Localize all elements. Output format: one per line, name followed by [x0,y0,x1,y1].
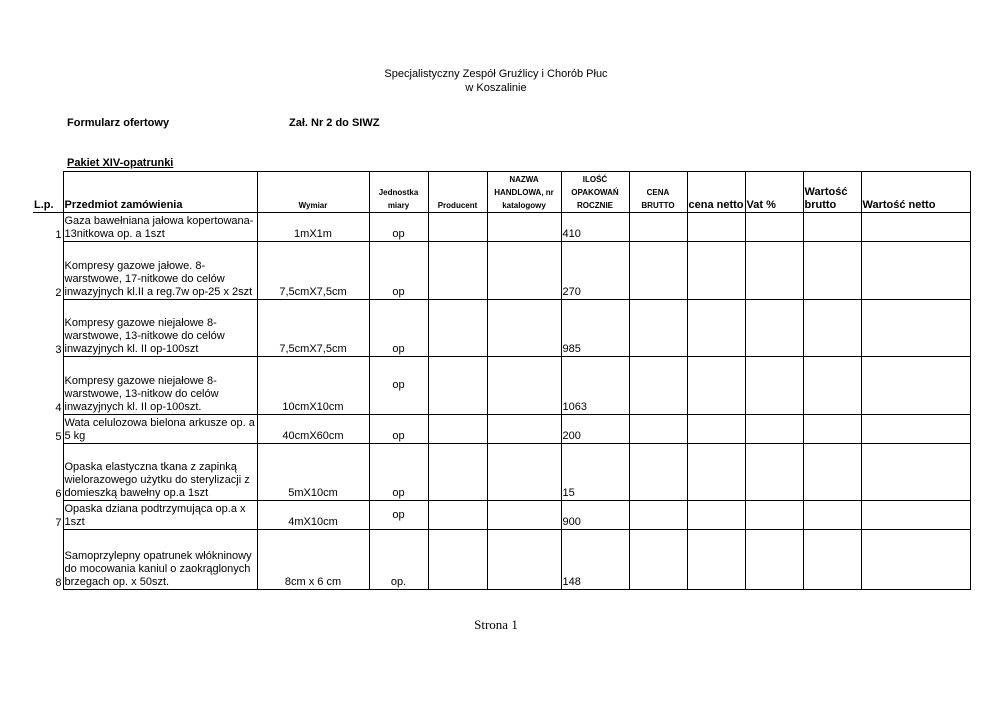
table-row [33,300,970,357]
row-net-value [861,530,970,590]
row-gross-value [803,213,861,242]
row-gross-price [629,300,687,357]
row-size: 8cm x 6 cm [257,530,369,590]
row-producer [428,242,487,300]
row-producer [428,444,487,501]
row-vat [745,213,803,242]
row-net-value [861,300,970,357]
col-header-gross-price: CENA BRUTTO [629,172,687,213]
row-qty: 200 [561,415,629,444]
row-vat [745,242,803,300]
row-size: 5mX10cm [257,444,369,501]
row-lp: 7 [33,501,63,530]
row-unit: op [369,242,428,300]
row-net-price [687,357,745,415]
row-size: 10cmX10cm [257,357,369,415]
row-producer [428,300,487,357]
row-lp: 3 [33,300,63,357]
table-row [33,530,970,590]
row-item: Kompresy gazowe niejałowe 8-warstwowe, 13-nitkow do celów inwazyjnych kl. II op-100szt. [63,357,257,415]
row-producer [428,530,487,590]
row-net-price [687,444,745,501]
row-producer [428,415,487,444]
col-header-producer: Producent [428,172,487,213]
row-vat [745,444,803,501]
row-gross-value [803,242,861,300]
row-trade-name [487,501,561,530]
attachment-label: Zał. Nr 2 do SIWZ [289,117,380,129]
row-gross-price [629,444,687,501]
row-vat [745,501,803,530]
row-qty: 410 [561,213,629,242]
row-unit: op [369,444,428,501]
row-gross-price [629,213,687,242]
table-row [33,415,970,444]
row-unit: op [369,213,428,242]
row-trade-name [487,415,561,444]
row-lp: 8 [33,530,63,590]
row-producer [428,213,487,242]
row-trade-name [487,242,561,300]
row-size: 4mX10cm [257,501,369,530]
row-item: Kompresy gazowe niejałowe 8-warstwowe, 13-nitkowe do celów inwazyjnych kl. II op-100szt [63,300,257,357]
row-net-value [861,357,970,415]
row-size: 40cmX60cm [257,415,369,444]
row-net-price [687,501,745,530]
row-gross-price [629,415,687,444]
row-net-value [861,415,970,444]
col-header-trade-name: NAZWA HANDLOWA, nr katalogowy [487,172,561,213]
row-gross-value [803,300,861,357]
table-header-row [33,172,970,213]
row-net-price [687,213,745,242]
row-gross-price [629,501,687,530]
row-size: 7,5cmX7,5cm [257,300,369,357]
row-producer [428,357,487,415]
row-item: Gaza bawełniana jałowa kopertowana-13nitkowa op. a 1szt [63,213,257,242]
row-trade-name [487,530,561,590]
row-trade-name [487,444,561,501]
row-trade-name [487,300,561,357]
table-row [33,242,970,300]
table-row [33,501,970,530]
row-qty: 148 [561,530,629,590]
col-header-vat: Vat % [745,172,803,213]
row-lp: 1 [33,213,63,242]
row-gross-price [629,242,687,300]
row-lp: 2 [33,242,63,300]
row-lp: 6 [33,444,63,501]
col-header-unit: Jednostka miary [369,172,428,213]
row-net-value [861,213,970,242]
row-net-value [861,444,970,501]
row-net-price [687,415,745,444]
package-label: Pakiet XIV-opatrunki [67,157,174,169]
col-header-size: Wymiar [257,172,369,213]
row-net-value [861,501,970,530]
table-row [33,213,970,242]
page-number: Strona 1 [474,617,518,632]
row-item: Opaska elastyczna tkana z zapinką wielorazowego użytku do sterylizacji z domieszką bawełny op.a 1szt [63,444,257,501]
row-gross-value [803,415,861,444]
col-header-item: Przedmiot zamówienia [63,172,257,213]
row-lp: 5 [33,415,63,444]
row-gross-value [803,357,861,415]
col-header-annual-qty: ILOŚĆ OPAKOWAŃ ROCZNIE [561,172,629,213]
row-item: Samoprzylepny opatrunek włókninowy do mocowania kaniul o zaokrąglonych brzegach op. x 50szt. [63,530,257,590]
row-qty: 270 [561,242,629,300]
row-producer [428,501,487,530]
row-item: Opaska dziana podtrzymująca op.a x 1szt [63,501,257,530]
institution-name: Specjalistyczny Zespół Gruźlicy i Chorób Płuc [384,68,608,80]
row-net-value [861,242,970,300]
table-row [33,357,970,415]
row-net-price [687,300,745,357]
row-qty: 1063 [561,357,629,415]
row-qty: 15 [561,444,629,501]
col-header-net-price: cena netto [687,172,745,213]
col-header-lp: L.p. [33,172,63,213]
row-item: Kompresy gazowe jałowe. 8-warstwowe, 17-nitkowe do celów inwazyjnych kl.II a reg.7w op-25 x 2szt [63,242,257,300]
row-gross-value [803,444,861,501]
row-size: 1mX1m [257,213,369,242]
row-lp: 4 [33,357,63,415]
row-qty: 900 [561,501,629,530]
form-title: Formularz ofertowy [67,117,170,129]
row-gross-price [629,357,687,415]
row-item: Wata celulozowa bielona arkusze op. a 5 kg [63,415,257,444]
row-trade-name [487,213,561,242]
offer-table [33,171,971,590]
row-trade-name [487,357,561,415]
col-header-net-value: Wartość netto [861,172,970,213]
institution-city: w Koszalinie [465,82,527,94]
row-vat [745,357,803,415]
row-net-price [687,530,745,590]
table-row [33,444,970,501]
row-size: 7,5cmX7,5cm [257,242,369,300]
row-unit: op [369,300,428,357]
row-gross-price [629,530,687,590]
row-unit: op [369,357,428,415]
col-header-gross-value: Wartość brutto [803,172,861,213]
row-gross-value [803,530,861,590]
row-qty: 985 [561,300,629,357]
row-unit: op. [369,530,428,590]
row-net-price [687,242,745,300]
row-unit: op [369,501,428,530]
row-vat [745,530,803,590]
row-vat [745,415,803,444]
row-vat [745,300,803,357]
row-unit: op [369,415,428,444]
row-gross-value [803,501,861,530]
